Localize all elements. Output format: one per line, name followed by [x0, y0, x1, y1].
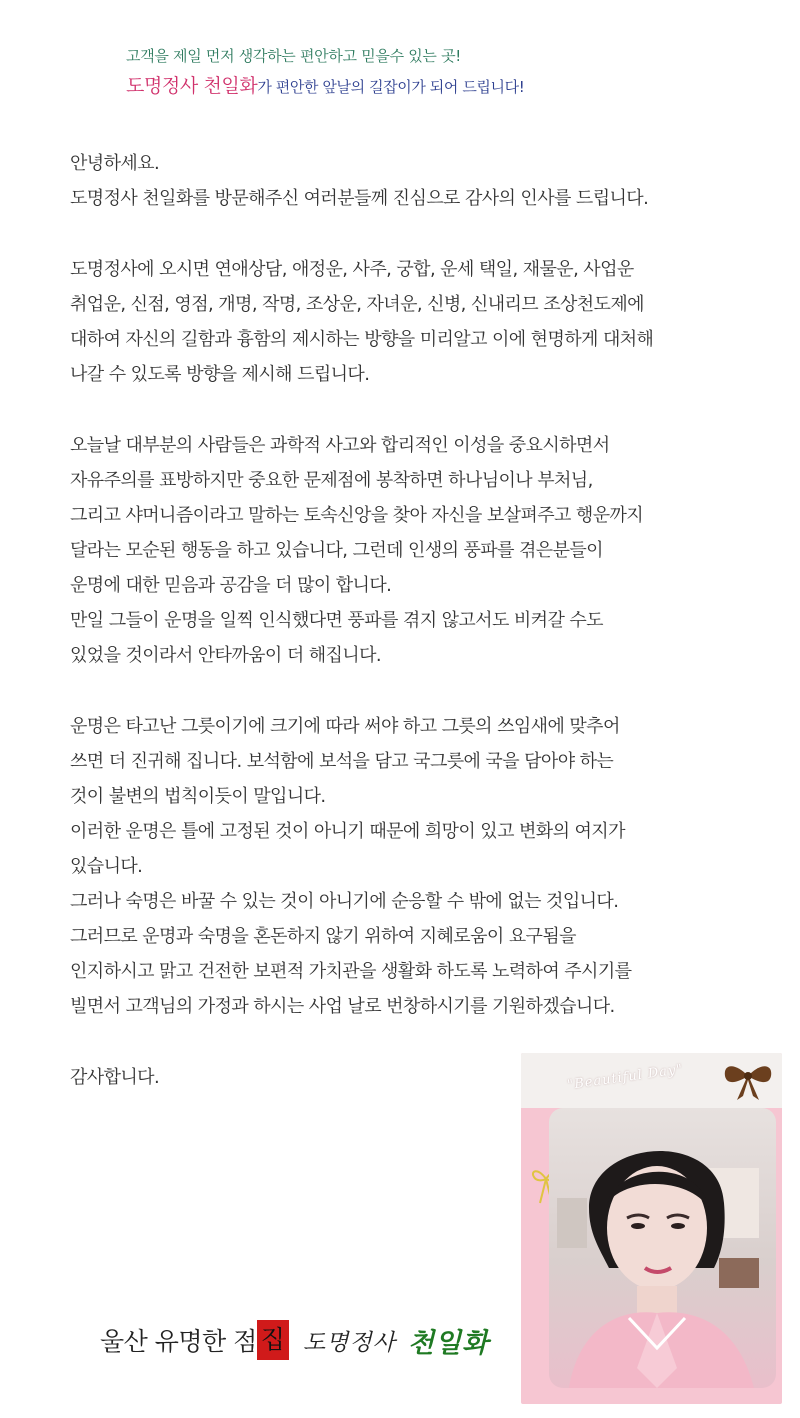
- text-line: 취업운, 신점, 영점, 개명, 작명, 조상운, 자녀운, 신병, 신내리므 조상천도제에: [70, 294, 644, 315]
- text-line: 것이 불변의 법칙이듯이 말입니다.: [70, 786, 326, 807]
- paragraph: [70, 709, 760, 1024]
- portrait-photo: [549, 1108, 776, 1388]
- text-line: 감사합니다.: [70, 1067, 160, 1088]
- text-line: 도명정사에 오시면 연애상담, 애정운, 사주, 궁합, 운세 택일, 재물운, 사업운: [70, 259, 634, 280]
- text-line: 자유주의를 표방하지만 중요한 문제점에 봉착하면 하나님이나 부처님,: [70, 470, 593, 491]
- bow-icon: [721, 1056, 775, 1102]
- subtitle-text: 가 편안한 앞날의 길잡이가 되어 드립니다!: [257, 78, 525, 96]
- signature-text: 울산 유명한 점: [100, 1327, 257, 1356]
- text-line: 그러나 숙명은 바꿀 수 있는 것이 아니기에 순응할 수 밖에 없는 것입니다.: [70, 891, 619, 912]
- text-line: 안녕하세요.: [70, 153, 160, 174]
- text-line: 그리고 샤머니즘이라고 말하는 토속신앙을 찾아 자신을 보살펴주고 행운까지: [70, 505, 644, 526]
- text-line: 운명은 타고난 그릇이기에 크기에 따라 써야 하고 그릇의 쓰임새에 맞추어: [70, 716, 620, 737]
- text-line: 쓰면 더 진귀해 집니다. 보석함에 보석을 담고 국그릇에 국을 담아야 하는: [70, 751, 614, 772]
- text-line: 대하여 자신의 길함과 흉함의 제시하는 방향을 미리알고 이에 현명하게 대처해: [70, 329, 654, 350]
- signature-seal: 집: [257, 1320, 289, 1360]
- text-line: 있습니다.: [70, 856, 143, 877]
- brand-name: 도명정사 천일화: [126, 75, 258, 97]
- photo-frame: [521, 1053, 782, 1404]
- text-line: 빌면서 고객님의 가정과 하시는 사업 날로 번창하시기를 기원하겠습니다.: [70, 996, 615, 1017]
- text-line: 있었을 것이라서 안타까움이 더 해집니다.: [70, 645, 382, 666]
- tagline: 고객을 제일 먼저 생각하는 편안하고 믿을수 있는 곳!: [126, 47, 461, 65]
- paragraph: [70, 252, 760, 392]
- header: [126, 44, 524, 103]
- subtitle: [126, 70, 524, 103]
- text-line: 달라는 모순된 행동을 하고 있습니다, 그런데 인생의 풍파를 겪은분들이: [70, 540, 603, 561]
- signature: [100, 1318, 489, 1362]
- signature-name: 천일화: [407, 1327, 490, 1359]
- text-line: 나갈 수 있도록 방향을 제시해 드립니다.: [70, 364, 370, 385]
- text-line: 그러므로 운명과 숙명을 혼돈하지 않기 위하여 지혜로움이 요구됨을: [70, 926, 576, 947]
- text-line: 인지하시고 맑고 건전한 보편적 가치관을 생활화 하도록 노력하여 주시기를: [70, 961, 632, 982]
- greeting-body: [70, 146, 760, 1131]
- paragraph: [70, 428, 760, 673]
- paragraph: [70, 146, 760, 216]
- text-line: 도명정사 천일화를 방문해주신 여러분들께 진심으로 감사의 인사를 드립니다.: [70, 188, 649, 209]
- text-line: 오늘날 대부분의 사람들은 과학적 사고와 합리적인 이성을 중요시하면서: [70, 435, 610, 456]
- text-line: 운명에 대한 믿음과 공감을 더 많이 합니다.: [70, 575, 392, 596]
- text-line: 만일 그들이 운명을 일찍 인식했다면 풍파를 겪지 않고서도 비켜갈 수도: [70, 610, 603, 631]
- text-line: 이러한 운명은 틀에 고정된 것이 아니기 때문에 희망이 있고 변화의 여지가: [70, 821, 625, 842]
- portrait: [549, 1108, 776, 1388]
- signature-brand: 도명정사: [302, 1329, 396, 1356]
- photo-caption: "Beautiful Day": [566, 1061, 685, 1094]
